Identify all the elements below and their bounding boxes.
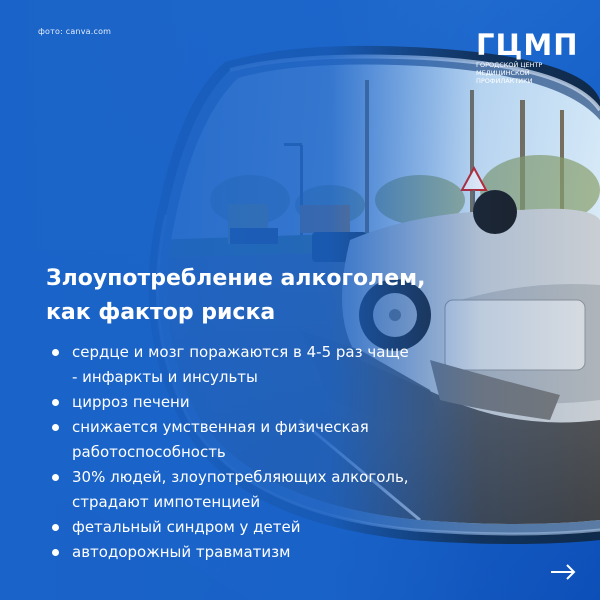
page-title [46, 262, 466, 330]
title-line-2: как фактор риска [46, 300, 276, 325]
next-button[interactable] [548, 560, 578, 584]
logo-subtitle-line: ПРОФИЛАКТИКИ [476, 77, 533, 85]
list-item: цирроз печени [46, 390, 416, 415]
list-item: снижается умственная и физическая работоспособность [46, 415, 416, 465]
logo [476, 30, 579, 85]
arrow-right-icon [548, 560, 578, 584]
list-item: фетальный синдром у детей [46, 515, 416, 540]
list-item: 30% людей, злоупотребляющих алкоголь, страдают импотенцией [46, 465, 416, 515]
logo-subtitle-line: ГОРОДСКОЙ ЦЕНТР [476, 61, 543, 69]
photo-credit: фото: canva.com [38, 27, 112, 36]
list-item: автодорожный травматизм [46, 540, 416, 565]
title-line-1: Злоупотребление алкоголем, [46, 266, 426, 291]
list-item: сердце и мозг поражаются в 4-5 раз чаще - инфаркты и инсульты [46, 340, 416, 390]
logo-subtitle-line: МЕДИЦИНСКОЙ [476, 69, 530, 77]
risk-list [46, 340, 416, 565]
logo-mark: ГЦМП [476, 28, 579, 62]
logo-subtitle [476, 61, 572, 85]
